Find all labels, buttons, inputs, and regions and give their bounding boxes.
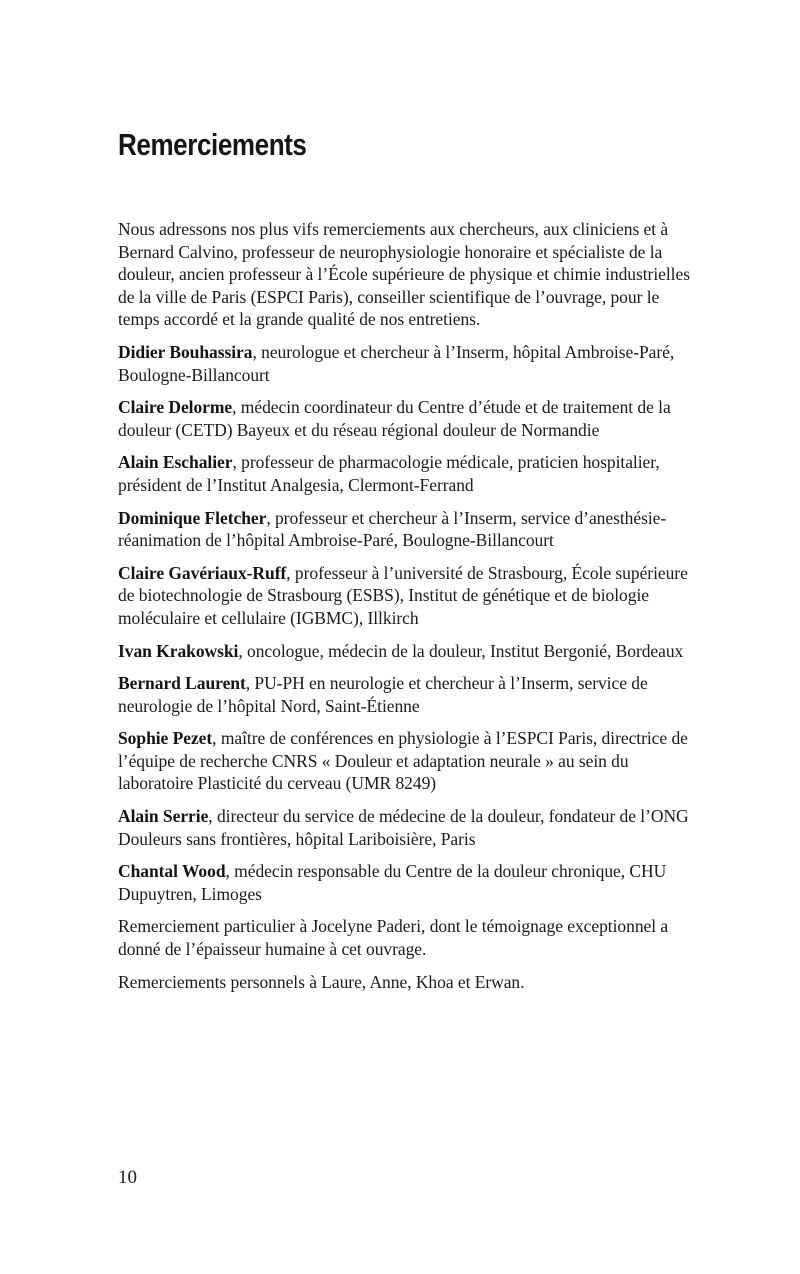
closing-paragraph-personal-thanks: Remerciements personnels à Laure, Anne, Khoa et Erwan. xyxy=(118,971,525,992)
contributor-paragraph xyxy=(118,805,690,850)
contributor-paragraph xyxy=(118,451,690,496)
contributor-desc: , médecin responsable du Centre de la douleur chronique, CHU Dupuytren, Limoges xyxy=(118,861,667,904)
contributor-desc: , neurologue et chercheur à l’Inserm, hôpital Ambroise-Paré, Boulogne-Billancourt xyxy=(118,341,675,385)
contributor-paragraph xyxy=(118,727,690,795)
contributor-name: Claire Delorme xyxy=(118,397,233,418)
contributor-name: Alain Eschalier xyxy=(118,452,233,473)
contributor-paragraph xyxy=(118,341,690,386)
closing-paragraph-special-thanks: Remerciement particulier à Jocelyne Paderi, dont le témoignage exceptionnel a donné de l’épaisseur humaine à cet ouvrage. xyxy=(118,916,669,960)
contributor-paragraph xyxy=(118,396,690,441)
contributor-paragraph xyxy=(118,860,690,905)
intro-paragraph: Nous adressons nos plus vifs remerciements aux chercheurs, aux cliniciens et à Bernard Calvino, professeur de neurophysiologie honoraire et spécialiste de la douleur, ancien professeur à l’École supérieure de physique et chimie industrielles de la ville de Paris (ESPCI Paris), conseiller scientifique de l’ouvrage, pour le temps accordé et la grande qualité de nos entretiens. xyxy=(118,219,690,330)
contributor-name: Alain Serrie xyxy=(118,806,209,827)
contributor-desc: , professeur et chercheur à l’Inserm, service d’anesthésie-réanimation de l’hôpital Ambroise-Paré, Boulogne-Billancourt xyxy=(118,507,667,551)
chapter-title: Remerciements xyxy=(118,127,307,162)
contributor-desc: , médecin coordinateur du Centre d’étude et de traitement de la douleur (CETD) Bayeux et du réseau régional douleur de Normandie xyxy=(118,397,671,440)
contributor-name: Sophie Pezet xyxy=(118,728,213,749)
contributor-desc: , directeur du service de médecine de la douleur, fondateur de l’ONG Douleurs sans frontières, hôpital Lariboisière, Paris xyxy=(118,806,689,849)
contributor-name: Dominique Fletcher xyxy=(118,507,267,528)
text-column xyxy=(118,0,690,1003)
contributor-desc: , professeur de pharmacologie médicale, praticien hospitalier, président de l’Institut Analgesia, Clermont-Ferrand xyxy=(118,452,660,495)
contributor-paragraph xyxy=(118,640,690,663)
contributor-desc: , maître de conférences en physiologie à l’ESPCI Paris, directrice de l’équipe de recherche CNRS « Douleur et adaptation neurale » au sein du laboratoire Plasticité du cerveau (UMR 8249) xyxy=(118,728,688,794)
contributor-desc: , PU-PH en neurologie et chercheur à l’Inserm, service de neurologie de l’hôpital Nord, Saint-Étienne xyxy=(118,673,648,716)
contributor-name: Claire Gavériaux-Ruff xyxy=(118,562,287,583)
contributor-name: Didier Bouhassira xyxy=(118,341,253,362)
page-number: 10 xyxy=(118,1167,137,1188)
contributor-name: Bernard Laurent xyxy=(118,673,246,694)
contributor-name: Chantal Wood xyxy=(118,861,226,882)
contributor-paragraph xyxy=(118,672,690,717)
contributor-name: Ivan Krakowski xyxy=(118,640,239,661)
contributor-paragraph xyxy=(118,507,690,552)
contributor-desc: , oncologue, médecin de la douleur, Institut Bergonié, Bordeaux xyxy=(238,640,684,661)
contributor-paragraph xyxy=(118,562,690,630)
body-text xyxy=(118,218,690,993)
contributor-desc: , professeur à l’université de Strasbourg, École supérieure de biotechnologie de Strasbourg (ESBS), Institut de génétique et de biologie moléculaire et cellulaire (IGBMC), Illkirch xyxy=(118,562,688,628)
